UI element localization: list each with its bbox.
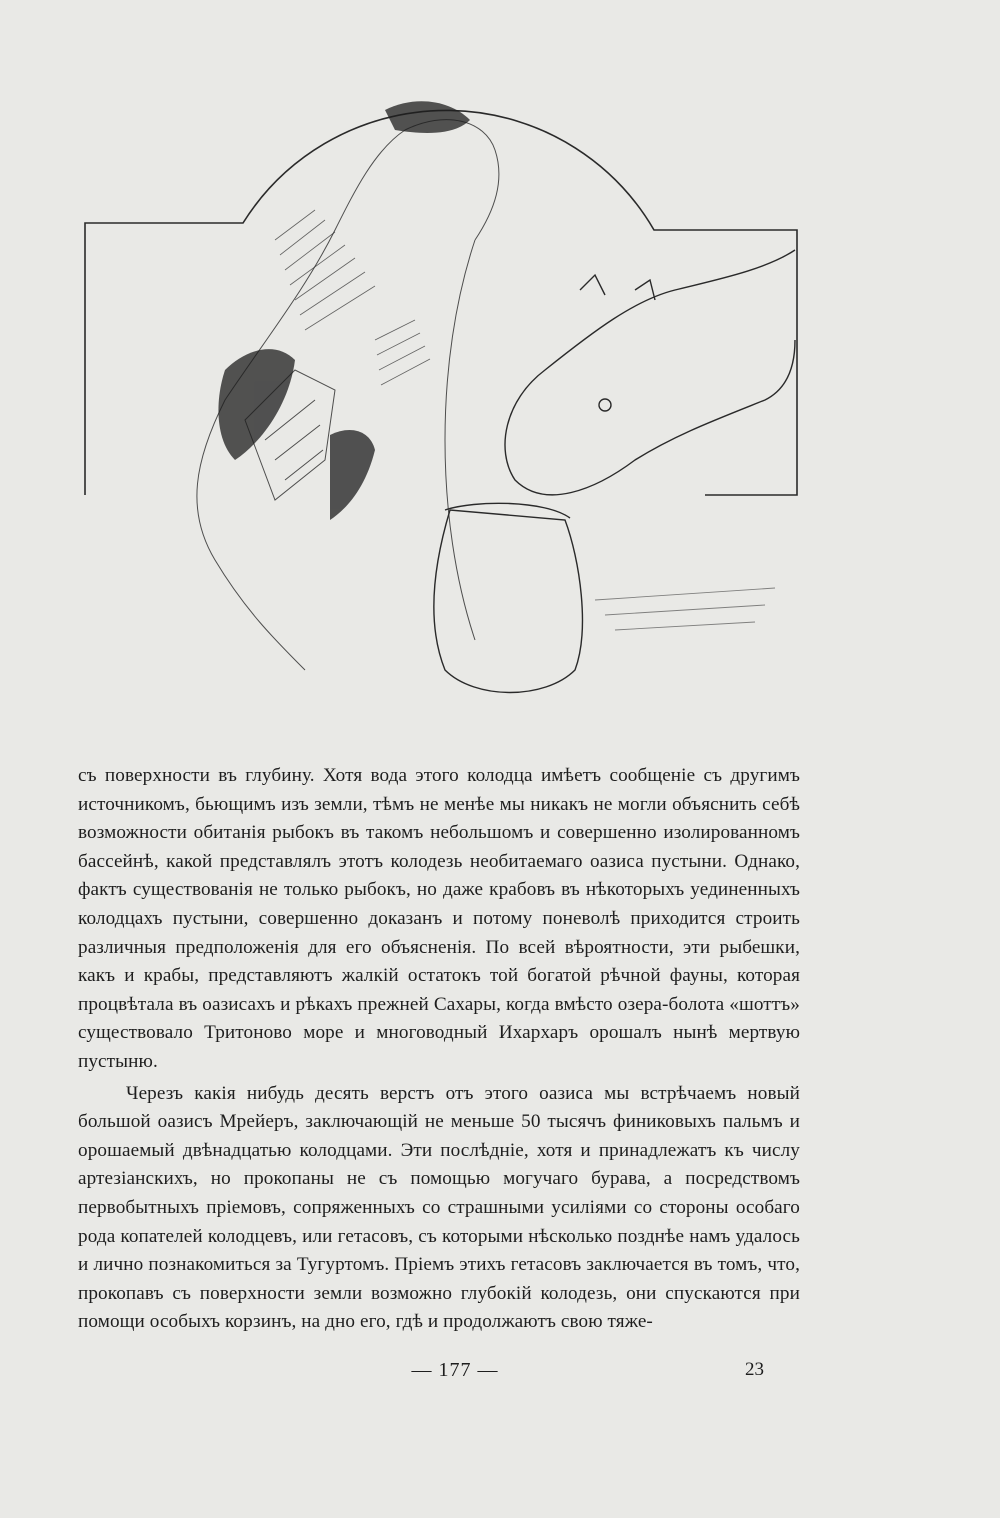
engraving-illustration	[75, 40, 815, 730]
page-number: — 177 —	[411, 1359, 499, 1381]
paragraph: Черезъ какiя нибудь десять верстъ отъ этого оазиса мы встрѣчаемъ новый большой оазисъ Мрейеръ, заключающiй не меньше 50 тысячъ финиковыхъ пальмъ и орошаемый двѣнадцатью колодцами. Эти послѣднiе, хотя и принадлежатъ къ числу артезiанскихъ, но прокопаны не съ помощью могучаго бурава, а посредствомъ первобытныхъ прiемовъ, сопряженныхъ со страшными усилiями со стороны особаго рода копателей колодцевъ, или гетасовъ, съ которыми нѣсколько позднѣе намъ удалось и лично познакомиться за Тугуртомъ. Прiемъ этихъ гетасовъ заключается въ томъ, что, прокопавъ съ поверхности земли возможно глубокiй колодезь, они спускаются при помощи особыхъ корзинъ, на дно его, гдѣ и продолжаютъ свою тяже-	[78, 1082, 800, 1333]
signature-mark: 23	[745, 1359, 764, 1380]
body-text	[78, 762, 800, 1337]
paragraph-continuation: съ поверхности въ глубину. Хотя вода этого колодца имѣетъ сообщенiе съ другимъ источникомъ, бьющимъ изъ земли, тѣмъ не менѣе мы никакъ не могли объяснить себѣ возможности обитанiя рыбокъ въ такомъ небольшомъ и совершенно изолированномъ бассейнѣ, какой представлялъ этотъ колодезь необитаемаго оазиса пустыни. Однако, фактъ существованiя не только рыбокъ, но даже крабовъ въ нѣкоторыхъ уединенныхъ колодцахъ пустыни, совершенно доказанъ и потому поневолѣ приходится строить различныя предположенiя для его объясненiя. По всей вѣроятности, эти рыбешки, какъ и крабы, представляютъ жалкiй остатокъ той богатой рѣчной фауны, которая процвѣтала въ оазисахъ и рѣкахъ прежней Сахары, когда вмѣсто озера-болота «шоттъ» существовало Тритоново море и многоводный Ихархаръ орошалъ нынѣ мертвую пустыню.	[78, 765, 800, 1072]
